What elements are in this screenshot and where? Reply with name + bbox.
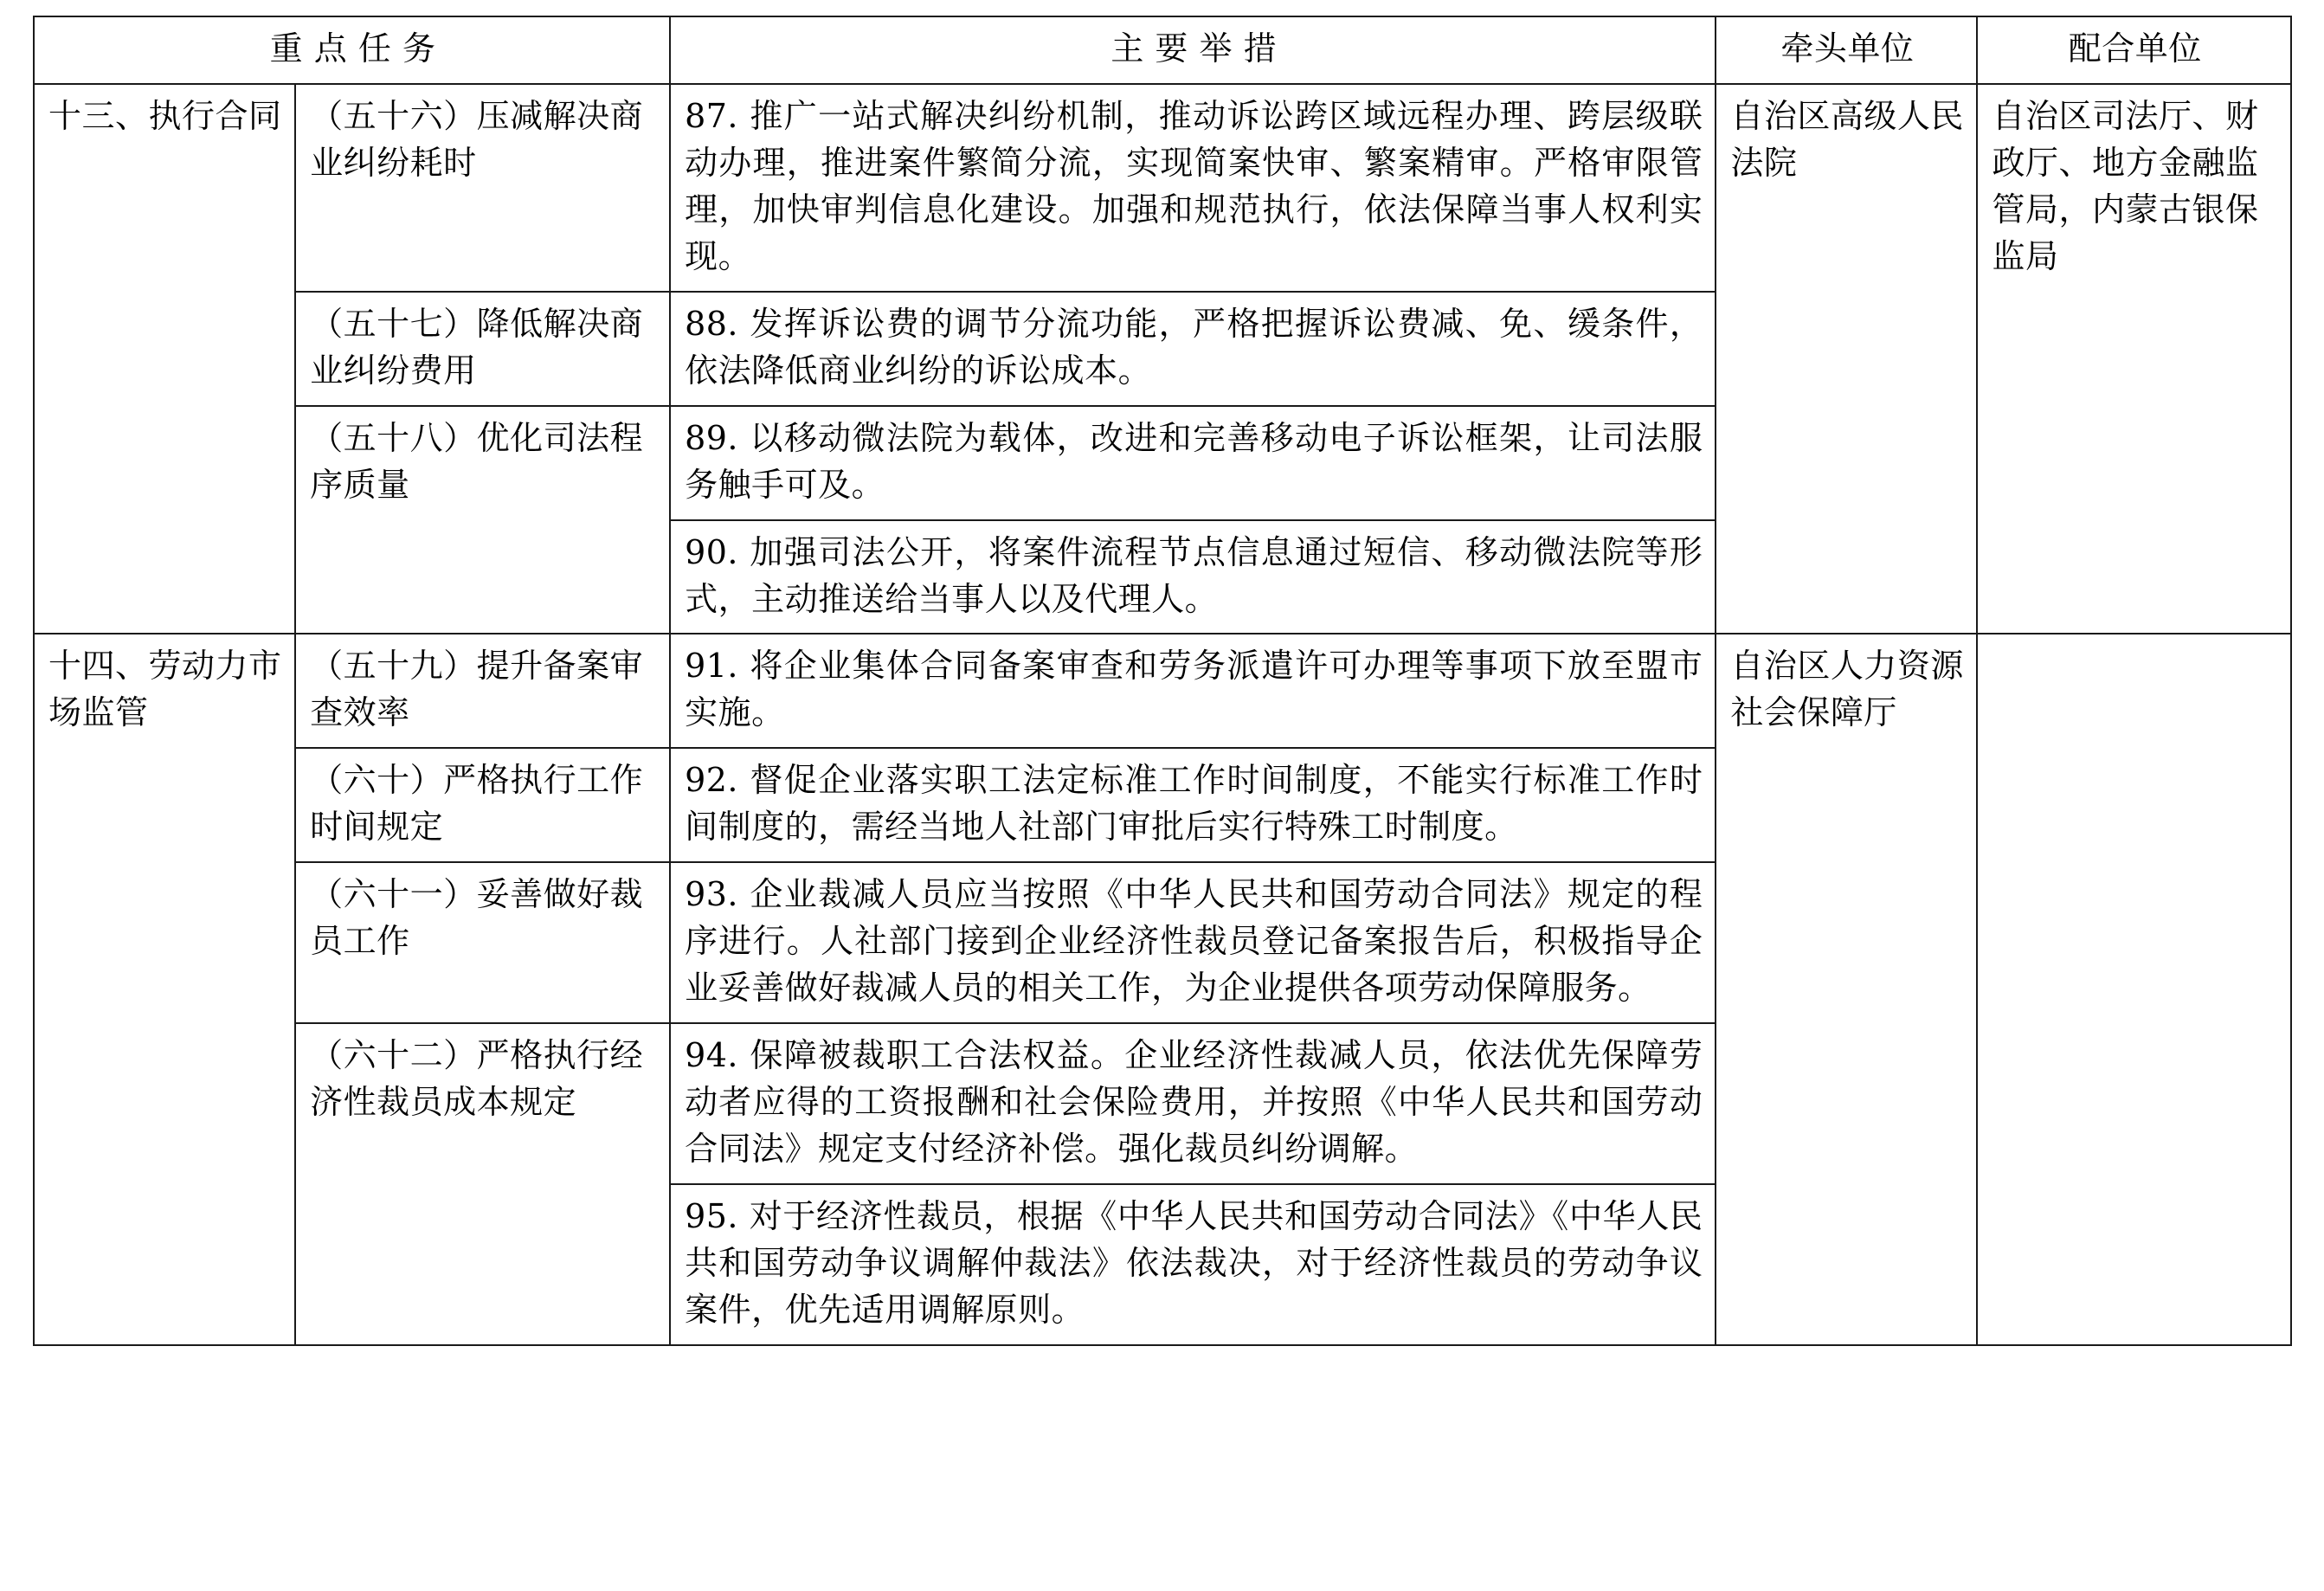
header-key-tasks: 重 点 任 务 <box>34 16 670 84</box>
measure-cell: 94. 保障被裁职工合法权益。企业经济性裁减人员，依法优先保障劳动者应得的工资报酬和社会保险费用，并按照《中华人民共和国劳动合同法》规定支付经济补偿。强化裁员纠纷调解。 <box>670 1023 1716 1184</box>
measure-cell: 95. 对于经济性裁员，根据《中华人民共和国劳动合同法》《中华人民共和国劳动争议调解仲裁法》依法裁决，对于经济性裁员的劳动争议案件，优先适用调解原则。 <box>670 1184 1716 1345</box>
measure-cell: 87. 推广一站式解决纠纷机制，推动诉讼跨区域远程办理、跨层级联动办理，推进案件繁简分流，实现简案快审、繁案精审。严格审限管理，加快审判信息化建设。加强和规范执行，依法保障当事人权利实现。 <box>670 84 1716 292</box>
header-lead-unit: 牵头单位 <box>1716 16 1977 84</box>
table-header-row <box>34 16 2291 84</box>
measure-cell: 89. 以移动微法院为载体，改进和完善移动电子诉讼框架，让司法服务触手可及。 <box>670 406 1716 520</box>
coop-unit-cell <box>1977 634 2291 1344</box>
lead-unit-cell: 自治区高级人民法院 <box>1716 84 1977 634</box>
task-cell: （五十九）提升备案审查效率 <box>295 634 670 748</box>
key-tasks-table <box>33 16 2292 1346</box>
task-cell: （五十六）压减解决商业纠纷耗时 <box>295 84 670 292</box>
measure-cell: 88. 发挥诉讼费的调节分流功能，严格把握诉讼费减、免、缓条件，依法降低商业纠纷的诉讼成本。 <box>670 292 1716 406</box>
task-cell: （六十）严格执行工作时间规定 <box>295 748 670 862</box>
measure-cell: 91. 将企业集体合同备案审查和劳务派遣许可办理等事项下放至盟市实施。 <box>670 634 1716 748</box>
table-row <box>34 84 2291 292</box>
task-cell: （五十七）降低解决商业纠纷费用 <box>295 292 670 406</box>
table-header <box>34 16 2291 84</box>
measure-cell: 93. 企业裁减人员应当按照《中华人民共和国劳动合同法》规定的程序进行。人社部门接到企业经济性裁员登记备案报告后，积极指导企业妥善做好裁减人员的相关工作，为企业提供各项劳动保障服务。 <box>670 862 1716 1023</box>
lead-unit-cell: 自治区人力资源社会保障厅 <box>1716 634 1977 1344</box>
table-row <box>34 634 2291 748</box>
header-main-measures: 主 要 举 措 <box>670 16 1716 84</box>
task-cell: （五十八）优化司法程序质量 <box>295 406 670 634</box>
task-cell: （六十一）妥善做好裁员工作 <box>295 862 670 1023</box>
measure-cell: 90. 加强司法公开，将案件流程节点信息通过短信、移动微法院等形式，主动推送给当事人以及代理人。 <box>670 520 1716 634</box>
measure-cell: 92. 督促企业落实职工法定标准工作时间制度，不能实行标准工作时间制度的，需经当地人社部门审批后实行特殊工时制度。 <box>670 748 1716 862</box>
category-cell: 十四、劳动力市场监管 <box>34 634 295 1344</box>
task-cell: （六十二）严格执行经济性裁员成本规定 <box>295 1023 670 1345</box>
table-body <box>34 84 2291 1345</box>
coop-unit-cell: 自治区司法厅、财政厅、地方金融监管局，内蒙古银保监局 <box>1977 84 2291 634</box>
header-coop-unit: 配合单位 <box>1977 16 2291 84</box>
category-cell: 十三、执行合同 <box>34 84 295 634</box>
